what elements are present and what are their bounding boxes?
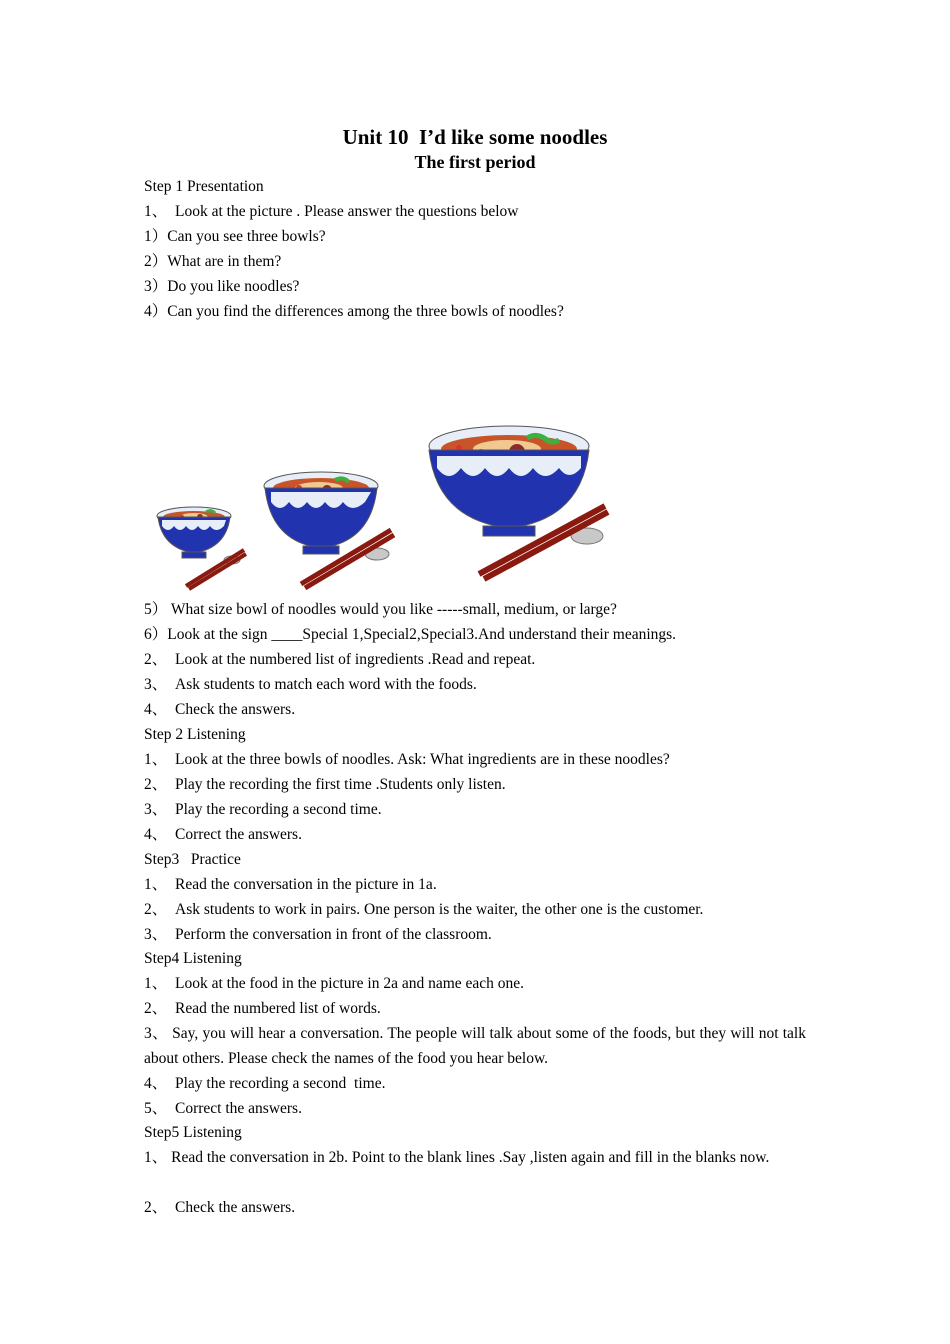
medium-bowl-image xyxy=(264,472,394,588)
question-item: 4）Can you find the differences among the three bowls of noodles? xyxy=(144,303,564,320)
step-heading: Step 2 Listening xyxy=(144,726,246,743)
list-item: 2、 Play the recording the first time .Students only listen. xyxy=(144,776,506,793)
list-item: 3、 Play the recording a second time. xyxy=(144,801,382,818)
list-item: 2、 Check the answers. xyxy=(144,1199,296,1216)
list-item: 5、 Correct the answers. xyxy=(144,1100,302,1117)
list-item: 3、 Say, you will hear a conversation. The people will talk about some of the foods, but they will not talk about others. Please check the names of the food you hear below. xyxy=(144,1025,806,1067)
noodle-bowls-illustration xyxy=(150,420,620,592)
list-item: 4、 Correct the answers. xyxy=(144,826,302,843)
small-bowl-image xyxy=(157,507,246,589)
large-bowl-image xyxy=(429,426,608,579)
page-title: Unit 10 I’d like some noodles xyxy=(342,125,608,149)
list-item: 1、 Look at the food in the picture in 2a and name each one. xyxy=(144,975,525,992)
list-item: 1、 Read the conversation in the picture in 1a. xyxy=(144,876,437,893)
list-item: 1、 Read the conversation in 2b. Point to the blank lines .Say ,listen again and fill in the blanks now. xyxy=(144,1149,770,1166)
list-item: 2、 Read the numbered list of words. xyxy=(144,1000,381,1017)
question-item: 5） What size bowl of noodles would you like -----small, medium, or large? xyxy=(144,601,617,618)
list-item: 2、 Ask students to work in pairs. One person is the waiter, the other one is the customer. xyxy=(144,901,704,918)
question-item: 3）Do you like noodles? xyxy=(144,278,300,295)
list-item: 4、 Play the recording a second time. xyxy=(144,1075,386,1092)
list-item: 3、 Ask students to match each word with the foods. xyxy=(144,676,477,693)
list-item: 3、 Perform the conversation in front of the classroom. xyxy=(144,926,492,943)
question-item: 1）Can you see three bowls? xyxy=(144,228,326,245)
question-item: 2）What are in them? xyxy=(144,253,282,270)
list-item: 1、 Look at the three bowls of noodles. Ask: What ingredients are in these noodles? xyxy=(144,751,670,768)
list-item: 1、 Look at the picture . Please answer the questions below xyxy=(144,203,519,220)
page-subtitle: The first period xyxy=(414,152,536,172)
list-item: 2、 Look at the numbered list of ingredients .Read and repeat. xyxy=(144,651,536,668)
step-heading: Step 1 Presentation xyxy=(144,178,264,195)
question-item: 6）Look at the sign ____Special 1,Special2,Special3.And understand their meanings. xyxy=(144,626,677,643)
list-item: 4、 Check the answers. xyxy=(144,701,296,718)
step-heading: Step5 Listening xyxy=(144,1124,242,1141)
step-heading: Step4 Listening xyxy=(144,950,242,967)
step-heading: Step3 Practice xyxy=(144,851,241,868)
